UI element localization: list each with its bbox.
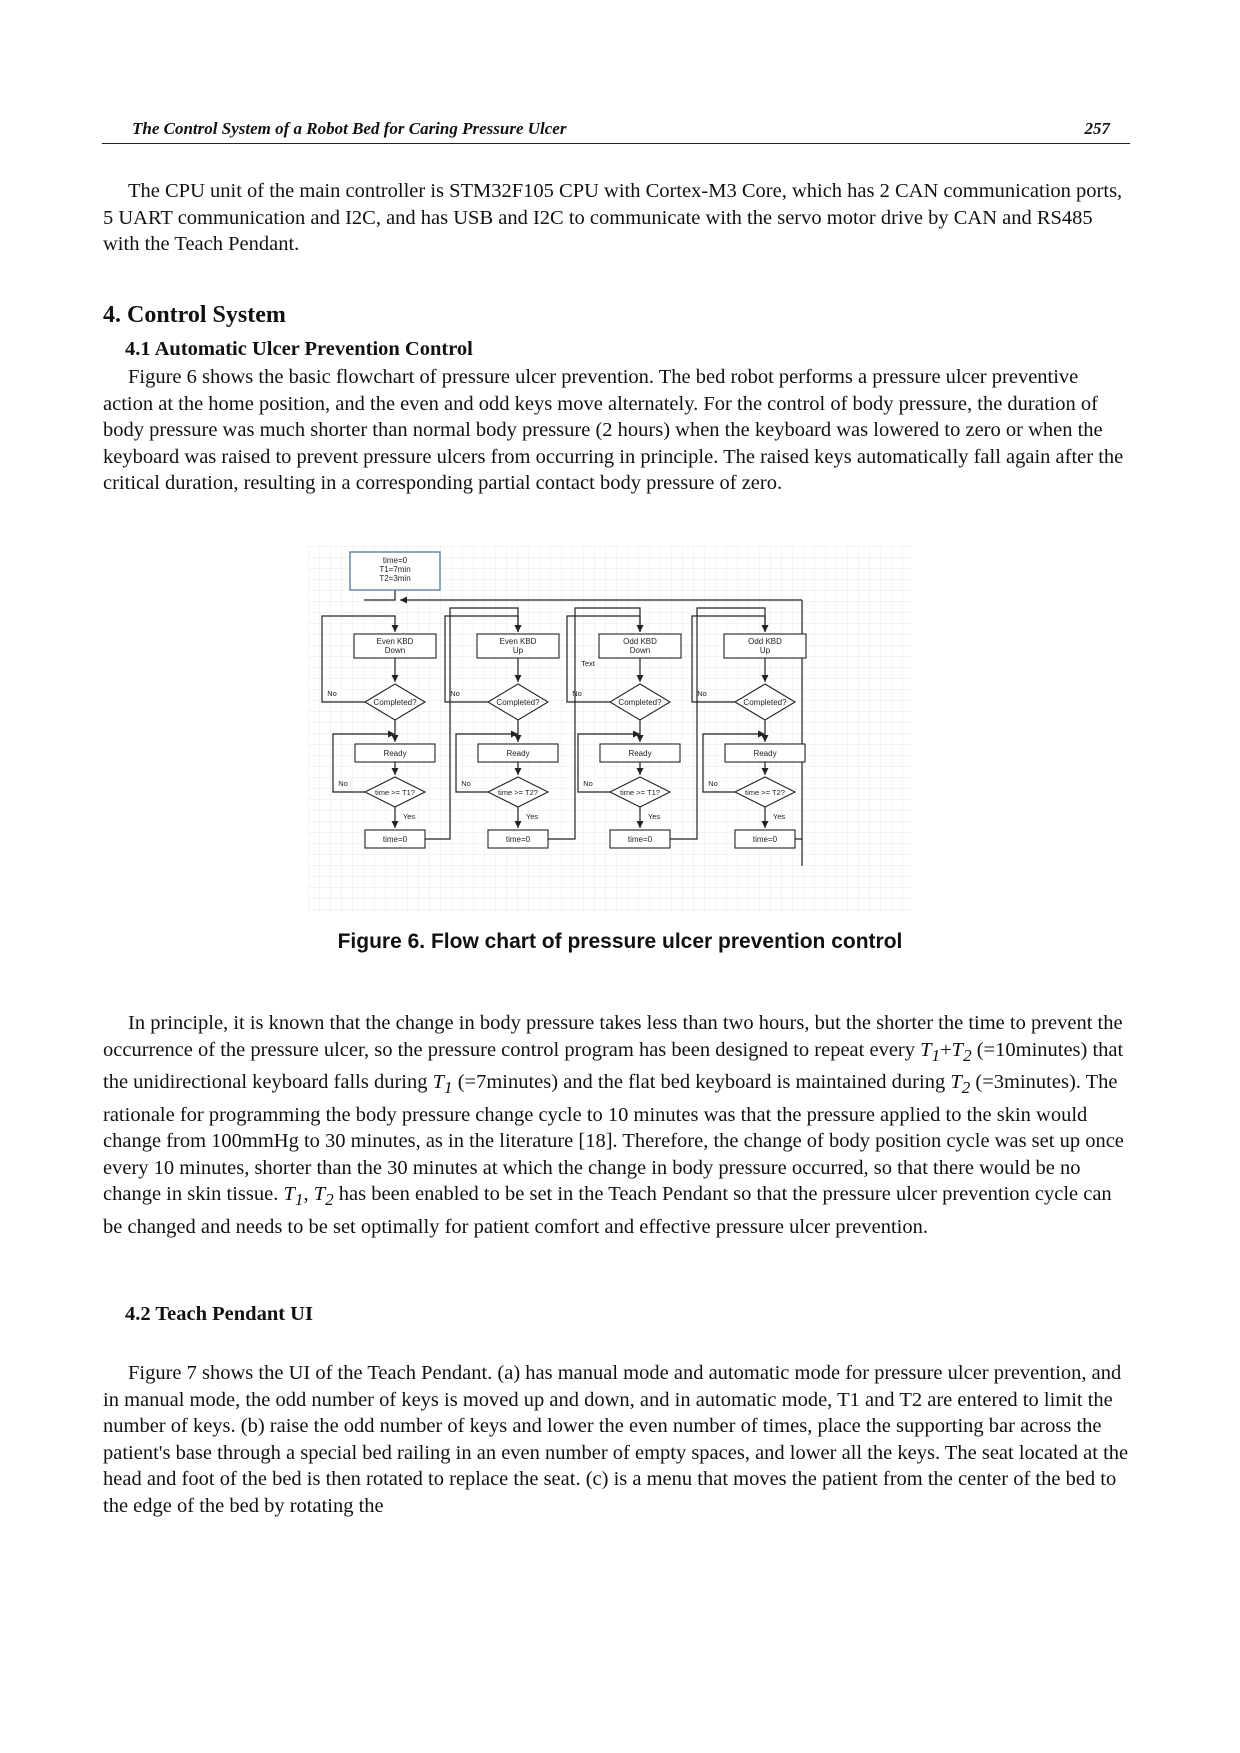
- no-label-completed-4: No: [697, 689, 707, 698]
- time-check-label-2: time >= T2?: [498, 788, 538, 797]
- init-box-text: T1=7min: [379, 565, 411, 574]
- yes-label-1: Yes: [402, 812, 416, 821]
- action-label-4: Odd KBD: [748, 637, 782, 646]
- paragraph-principle: In principle, it is known that the change in body pressure takes less than two hours, but the shorter the time to prevent the occurrence of the pressure ulcer, so the pressure control program has been designed to repeat every $T_1+T_2$ (=10minutes) that the unidirectional keyboard falls during $T_1$ (=7minutes) and the flat bed keyboard is maintained during $T_2$ (=3minutes). The rationale for programming the body pressure change cycle to 10 minutes was that the pressure applied to the skin would change from 100mmHg to 30 minutes, as in the literature [18]. Therefore, the change of body position cycle was set up once every 10 minutes, shorter than the 30 minutes at which the change in body pressure occurred, so that there would be no change in skin tissue. $T_1$, $T_2$ has been enabled to be set in the Teach Pendant so that the pressure ulcer prevention cycle can be changed and needs to be set optimally for patient comfort and effective pressure ulcer prevention.: [103, 1012, 1124, 1238]
- intro-paragraph: The CPU unit of the main controller is STM32F105 CPU with Cortex-M3 Core, which has 2 CAN communication ports, 5 UART communication and I2C, and has USB and I2C to communicate with the servo motor drive by CAN and RS485 with the Teach Pendant.: [103, 180, 1123, 255]
- action-sublabel-2: Up: [512, 646, 524, 655]
- completed-label-1: Completed?: [373, 698, 417, 707]
- completed-label-3: Completed?: [618, 698, 662, 707]
- init-box-text: time=0: [382, 556, 408, 565]
- action-label-2: Even KBD: [499, 637, 537, 646]
- reset-label-3: time=0: [627, 835, 653, 844]
- action-sublabel-3: Down: [629, 646, 651, 655]
- running-header: [102, 117, 1130, 144]
- paragraph-4-1: Figure 6 shows the basic flowchart of pressure ulcer prevention. The bed robot performs a pressure ulcer preventive action at the home position, and the even and odd keys move alternately. For the control of body pressure, the duration of body pressure was much shorter than normal body pressure (2 hours) when the keyboard was lowered to zero or when the keyboard was raised to prevent pressure ulcers from occurring in principle. The raised keys automatically fall again after the critical duration, resulting in a corresponding partial contact body pressure of zero.: [103, 366, 1124, 494]
- yes-label-4: Yes: [772, 812, 786, 821]
- flowchart-svg: [308, 546, 912, 912]
- no-label-completed-2: No: [450, 689, 460, 698]
- reset-label-4: time=0: [752, 835, 778, 844]
- no-label-check-2: No: [461, 779, 471, 788]
- ready-label-2: Ready: [506, 749, 530, 758]
- init-box-text: T2=3min: [379, 574, 411, 583]
- figure-6-flowchart: [308, 546, 912, 912]
- ready-label-4: Ready: [753, 749, 777, 758]
- ready-label-1: Ready: [383, 749, 407, 758]
- no-label-completed-3: No: [572, 689, 582, 698]
- yes-label-3: Yes: [647, 812, 661, 821]
- reset-label-2: time=0: [505, 835, 531, 844]
- subsection-heading-4-2: 4.2 Teach Pendant UI: [125, 1303, 313, 1325]
- completed-label-4: Completed?: [743, 698, 787, 707]
- stray-text-label: Text: [581, 659, 595, 668]
- journal-running-title: The Control System of a Robot Bed for Caring Pressure Ulcer: [132, 119, 567, 138]
- action-sublabel-4: Up: [759, 646, 771, 655]
- no-label-completed-1: No: [327, 689, 337, 698]
- no-label-check-4: No: [708, 779, 718, 788]
- subsection-heading-4-1: 4.1 Automatic Ulcer Prevention Control: [125, 338, 473, 360]
- page-number: 257: [1084, 119, 1110, 138]
- completed-label-2: Completed?: [496, 698, 540, 707]
- time-check-label-3: time >= T1?: [620, 788, 660, 797]
- action-label-1: Even KBD: [376, 637, 414, 646]
- ready-label-3: Ready: [628, 749, 652, 758]
- no-label-check-1: No: [338, 779, 348, 788]
- section-heading: 4. Control System: [103, 302, 286, 328]
- grid-background: [308, 546, 912, 912]
- time-check-label-1: time >= T1?: [375, 788, 415, 797]
- time-check-label-4: time >= T2?: [745, 788, 785, 797]
- action-sublabel-1: Down: [384, 646, 406, 655]
- no-label-check-3: No: [583, 779, 593, 788]
- figure-6-caption: Figure 6. Flow chart of pressure ulcer prevention control: [337, 930, 903, 953]
- yes-label-2: Yes: [525, 812, 539, 821]
- paragraph-4-2: Figure 7 shows the UI of the Teach Pendant. (a) has manual mode and automatic mode for pressure ulcer prevention, and in manual mode, the odd number of keys is moved up and down, and in automatic mode, T1 and T2 are entered to limit the number of keys. (b) raise the odd number of keys and lower the even number of times, place the supporting bar across the patient's base through a special bed railing in an even number of empty spaces, and lower all the keys. The seat located at the head and foot of the bed is then rotated to replace the seat. (c) is a menu that moves the patient from the center of the bed to the edge of the bed by rotating the: [103, 1362, 1129, 1517]
- reset-label-1: time=0: [382, 835, 408, 844]
- action-label-3: Odd KBD: [623, 637, 657, 646]
